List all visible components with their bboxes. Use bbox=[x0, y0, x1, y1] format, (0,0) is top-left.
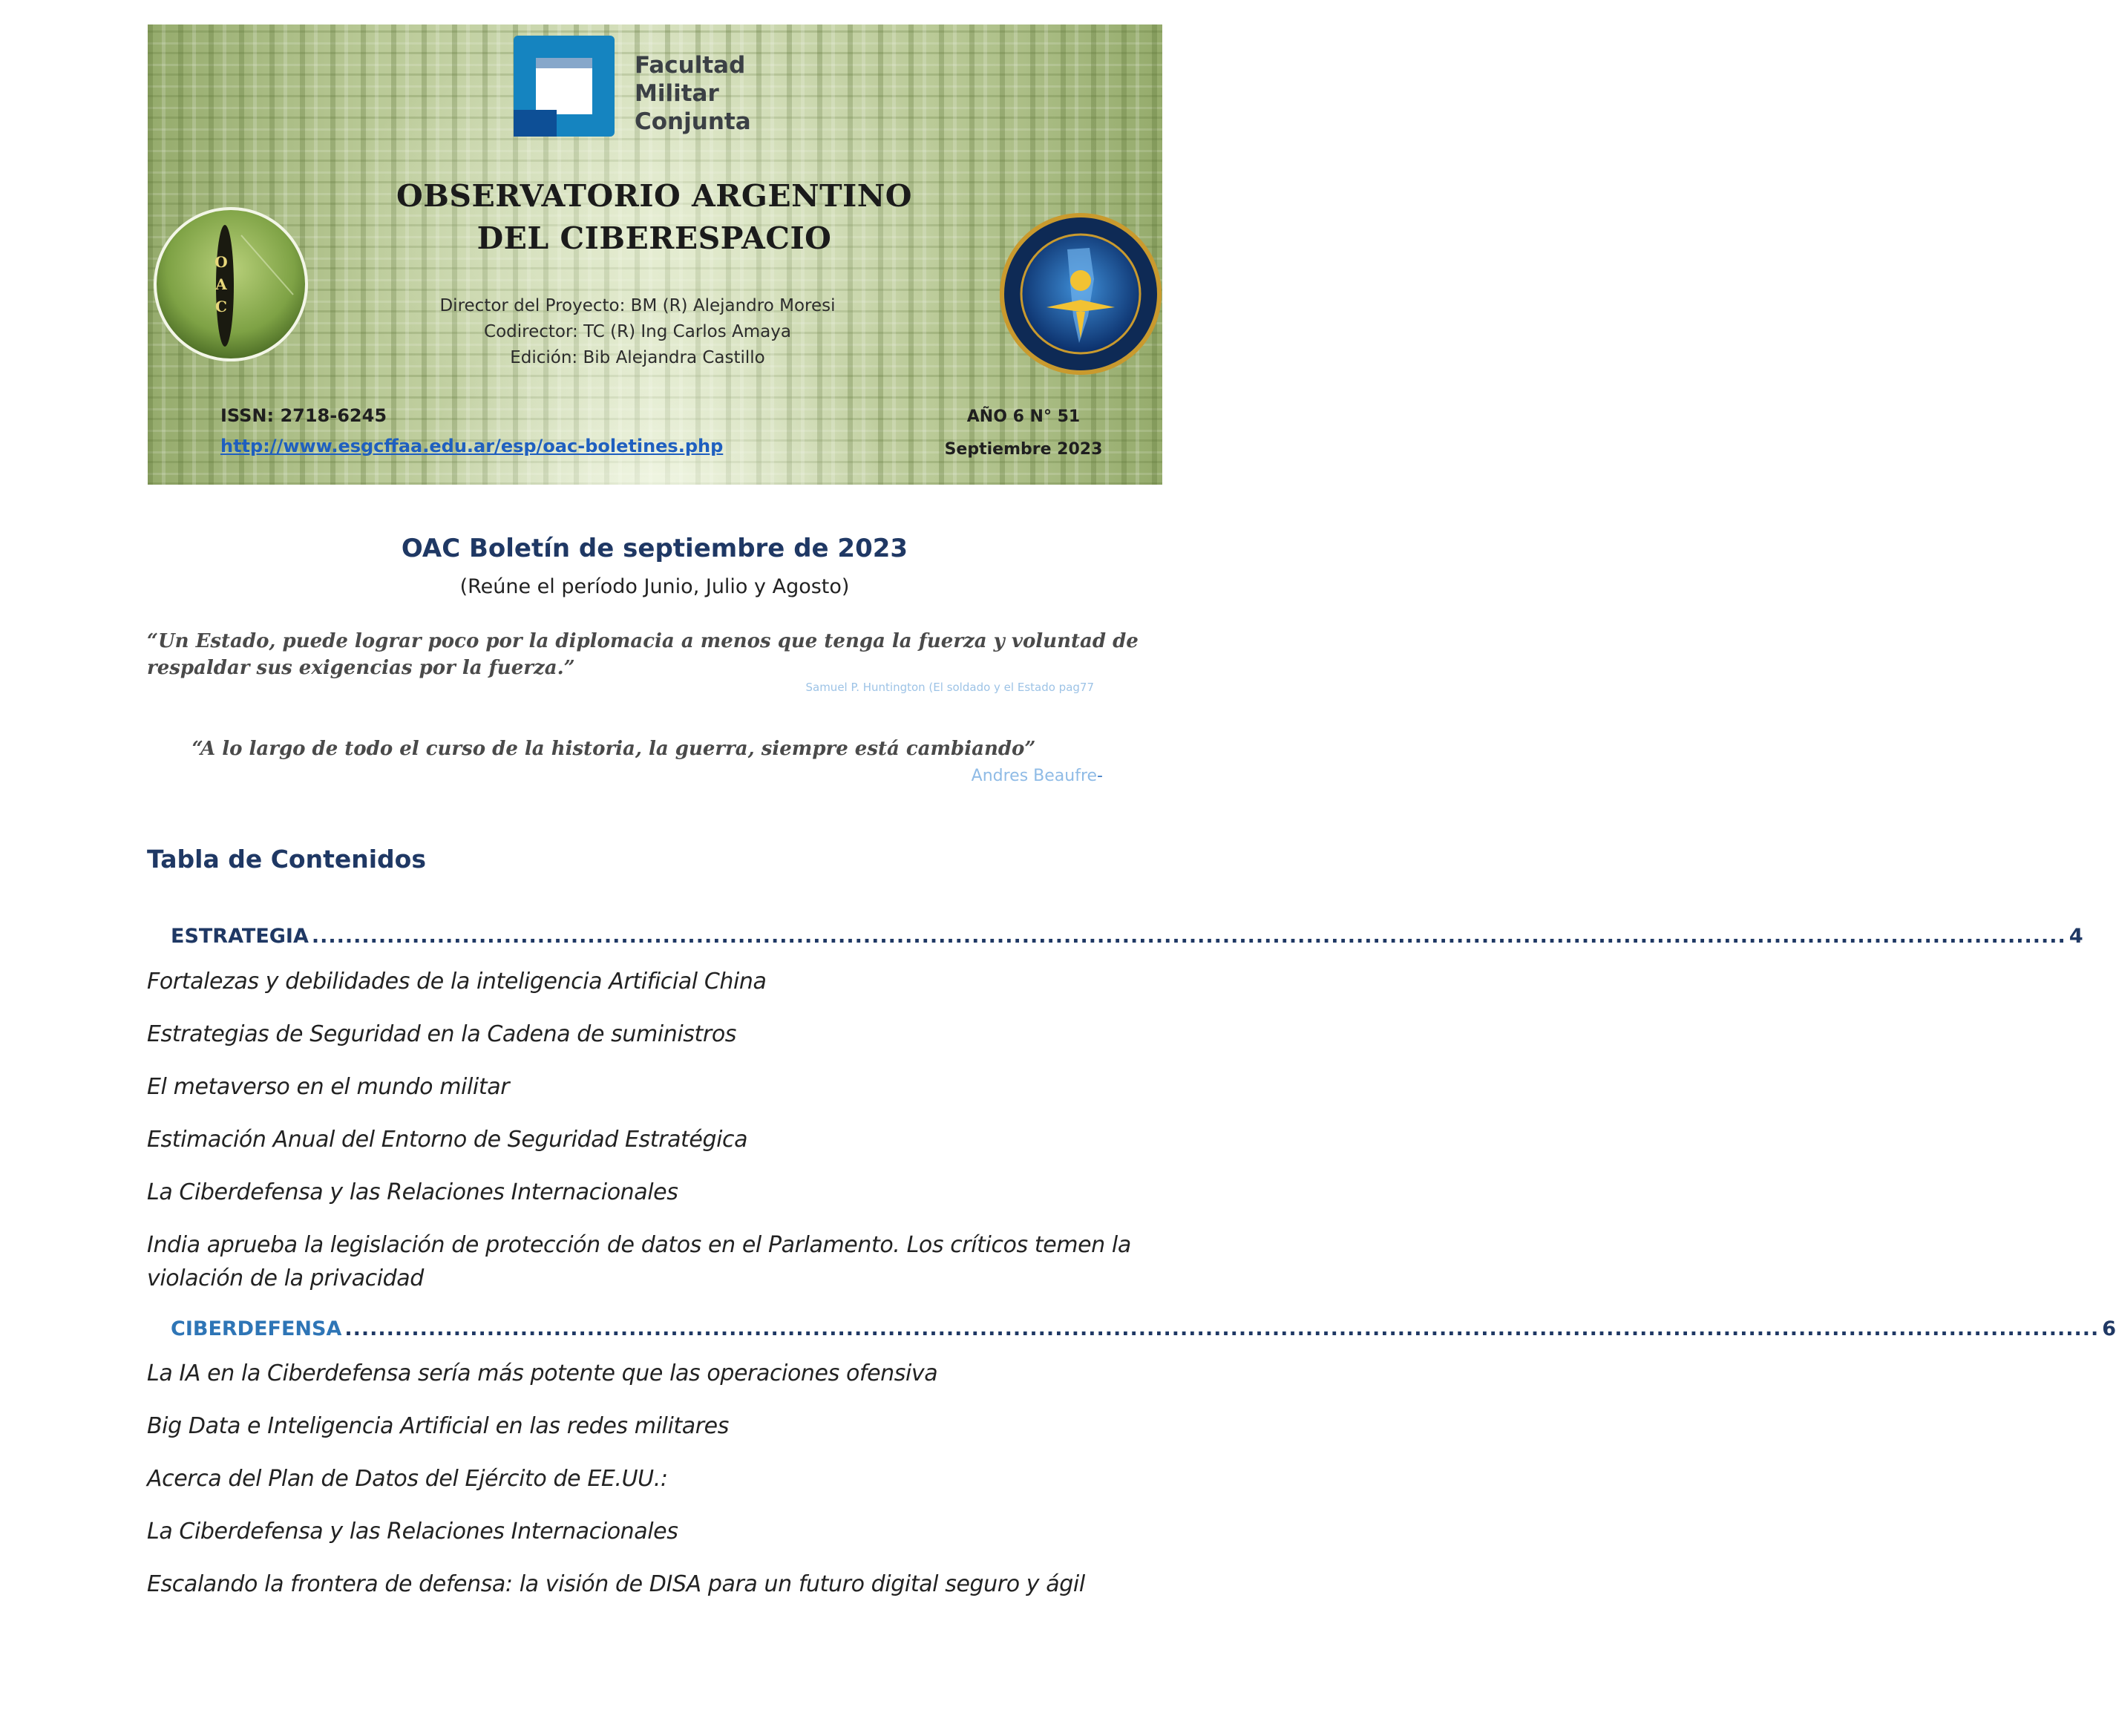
toc-section-label: CIBERDEFENSA bbox=[171, 1317, 342, 1340]
issue-number: AÑO 6 N° 51 bbox=[966, 407, 1081, 426]
toc-item[interactable]: La Ciberdefensa y las Relaciones Internacionales bbox=[147, 1179, 678, 1205]
toc-item[interactable]: Fortalezas y debilidades de la inteligencia Artificial China bbox=[147, 969, 767, 995]
banner-title: OBSERVATORIO ARGENTINO DEL CIBERESPACIO bbox=[396, 178, 912, 256]
toc-item[interactable]: Acerca del Plan de Datos del Ejército de EE.UU.: bbox=[147, 1466, 668, 1492]
director-line: Director del Proyecto: BM (R) Alejandro Moresi bbox=[439, 296, 836, 315]
toc-item[interactable]: El metaverso en el mundo militar bbox=[147, 1074, 510, 1100]
page-subtitle: (Reúne el período Junio, Julio y Agosto) bbox=[459, 575, 850, 598]
quote-source-beaufre: Andres Beaufre- bbox=[971, 767, 1103, 785]
codirector-line: Codirector: TC (R) Ing Carlos Amaya bbox=[484, 322, 791, 341]
fmc-logo-icon bbox=[514, 36, 615, 137]
project-credits bbox=[415, 293, 860, 371]
toc-heading: Tabla de Contenidos bbox=[147, 845, 426, 874]
toc-item[interactable]: Escalando la frontera de defensa: la visión de DISA para un futuro digital seguro y ágil bbox=[147, 1571, 1085, 1597]
page-title: OAC Boletín de septiembre de 2023 bbox=[401, 534, 908, 563]
toc-section-label: ESTRATEGIA bbox=[171, 925, 309, 948]
bulletins-link[interactable]: http://www.esgcffaa.edu.ar/esp/oac-boletines.php bbox=[220, 436, 724, 456]
toc-item[interactable]: Estrategias de Seguridad en la Cadena de suministros bbox=[147, 1021, 737, 1047]
quote-huntington: “Un Estado, puede lograr poco por la diplomacia a menos que tenga la fuerza y voluntad de respaldar sus exigencias por la fuerza.” bbox=[147, 630, 1139, 679]
toc-page-number: 4 bbox=[2068, 925, 2083, 948]
toc-section-ciberdefensa[interactable] bbox=[171, 1317, 2116, 1347]
toc-item[interactable]: Big Data e Inteligencia Artificial en las redes militares bbox=[147, 1413, 729, 1439]
toc-item[interactable]: La Ciberdefensa y las Relaciones Internacionales bbox=[147, 1519, 678, 1545]
oac-letters: O A C bbox=[214, 253, 228, 315]
quote-source-huntington: Samuel P. Huntington (El soldado y el Estado pag77 bbox=[805, 681, 1094, 694]
issue-date: Septiembre 2023 bbox=[944, 440, 1103, 459]
quote-beaufre: “A lo largo de todo el curso de la historia, la guerra, siempre está cambiando” bbox=[191, 738, 1036, 760]
cyberdefense-institute-emblem-icon bbox=[999, 212, 1162, 376]
issn: ISSN: 2718-6245 bbox=[220, 405, 387, 426]
toc-item[interactable]: Estimación Anual del Entorno de Seguridad Estratégica bbox=[147, 1127, 748, 1153]
header-banner bbox=[148, 24, 1162, 485]
edition-line: Edición: Bib Alejandra Castillo bbox=[510, 348, 765, 367]
toc-leader-dots: .................................................................................................................................................................................................................. bbox=[311, 925, 2066, 948]
toc-item[interactable]: La IA en la Ciberdefensa sería más potente que las operaciones ofensiva bbox=[147, 1360, 938, 1386]
toc-leader-dots: .................................................................................................................................................................................................................. bbox=[344, 1317, 2100, 1340]
institution-name: Facultad Militar Conjunta bbox=[635, 52, 751, 135]
toc-page-number: 6 bbox=[2102, 1317, 2116, 1340]
toc-section-estrategia[interactable] bbox=[171, 925, 2083, 954]
toc-item[interactable]: India aprueba la legislación de protección de datos en el Parlamento. Los críticos temen la violación de la privacidad bbox=[147, 1232, 1131, 1291]
